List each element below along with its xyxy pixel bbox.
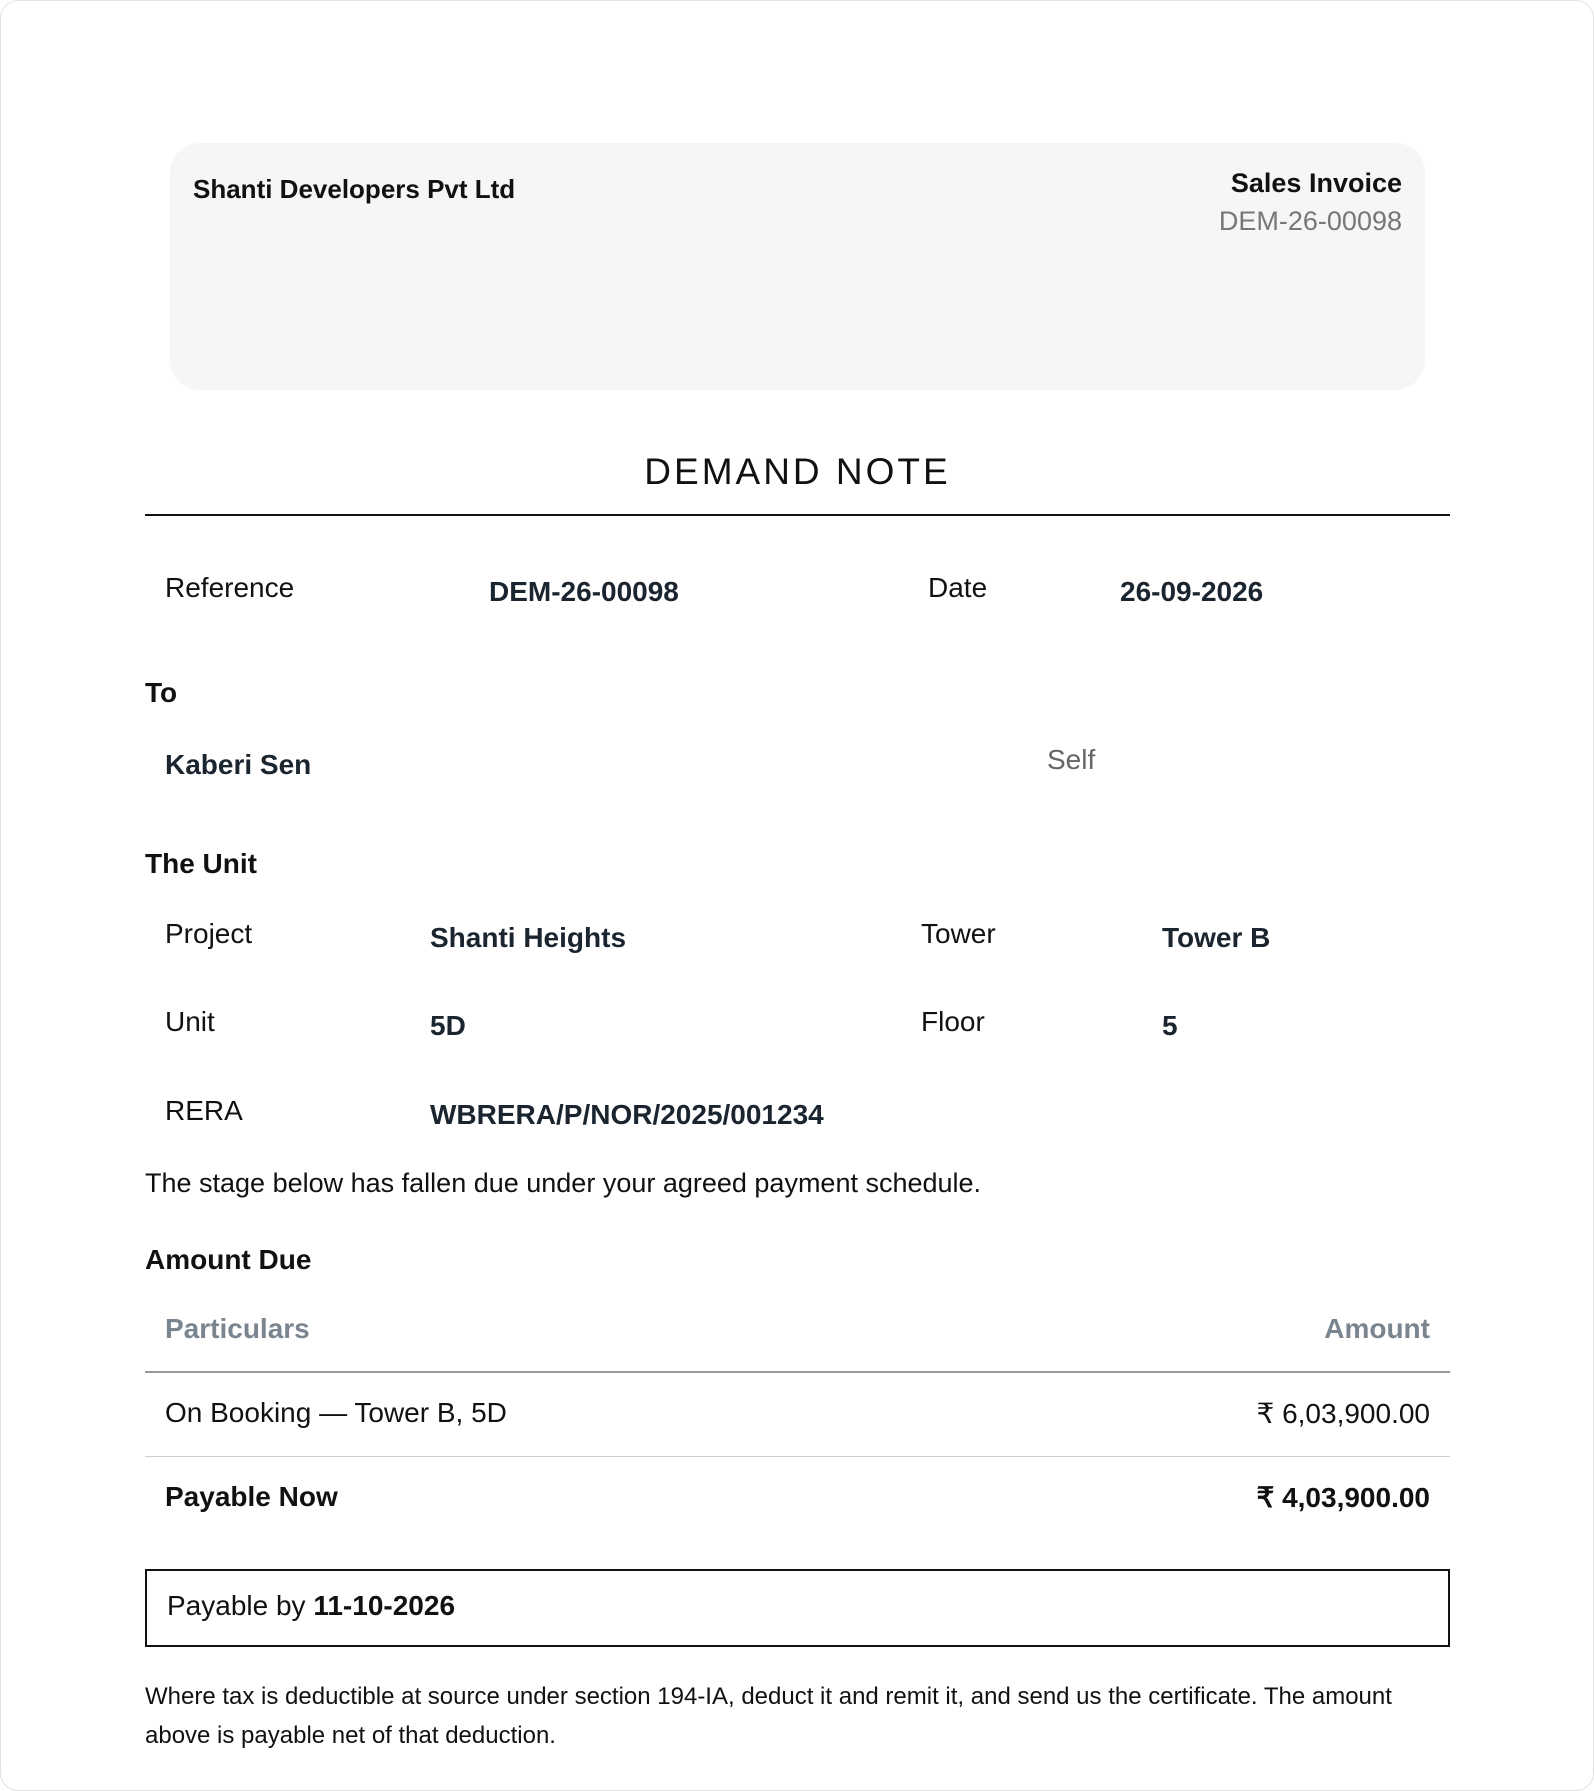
payable-by-text — [167, 1590, 455, 1622]
project-value: Shanti Heights — [430, 922, 627, 953]
intro-text: The stage below has fallen due under your agreed payment schedule. — [145, 1168, 982, 1198]
payable-by-box — [145, 1569, 1450, 1647]
reference-label: Reference — [165, 572, 295, 603]
title-divider — [145, 514, 1450, 516]
reference-value: DEM-26-00098 — [489, 576, 679, 607]
total-label: Payable Now — [165, 1481, 338, 1512]
rera-label: RERA — [165, 1095, 243, 1126]
column-header-particulars: Particulars — [165, 1313, 310, 1344]
document-number: DEM-26-00098 — [1218, 206, 1402, 236]
total-amount: ₹ 4,03,900.00 — [1256, 1482, 1430, 1513]
recipient-relation: Self — [1047, 744, 1096, 775]
project-label: Project — [165, 918, 253, 949]
row-particulars: On Booking — Tower B, 5D — [165, 1397, 507, 1428]
date-value: 26-09-2026 — [1120, 576, 1264, 607]
letterhead — [170, 143, 1425, 390]
column-header-amount: Amount — [1324, 1313, 1430, 1344]
document-type: Sales Invoice — [1230, 168, 1402, 198]
recipient-name: Kaberi Sen — [165, 749, 312, 780]
floor-value: 5 — [1162, 1010, 1178, 1041]
page-title: DEMAND NOTE — [644, 451, 951, 492]
tower-label: Tower — [921, 918, 996, 949]
amount-due-heading: Amount Due — [145, 1244, 312, 1275]
payable-by-prefix: Payable by — [167, 1590, 306, 1621]
unit-heading: The Unit — [145, 848, 257, 879]
rera-value: WBRERA/P/NOR/2025/001234 — [430, 1099, 824, 1130]
unit-value: 5D — [430, 1010, 466, 1041]
row-amount: ₹ 6,03,900.00 — [1256, 1398, 1430, 1429]
tower-value: Tower B — [1162, 922, 1271, 953]
to-heading: To — [145, 677, 178, 708]
company-name: Shanti Developers Pvt Ltd — [193, 174, 516, 204]
floor-label: Floor — [921, 1006, 985, 1037]
tds-note: Where tax is deductible at source under section 194-IA, deduct it and remit it, and send us the certificate. The amount above is payable net of that deduction. — [145, 1683, 1392, 1749]
unit-label: Unit — [165, 1006, 215, 1037]
payable-by-date: 11-10-2026 — [313, 1590, 456, 1621]
table-row-divider — [145, 1456, 1450, 1457]
table-header-divider — [145, 1371, 1450, 1373]
date-label: Date — [928, 572, 988, 603]
